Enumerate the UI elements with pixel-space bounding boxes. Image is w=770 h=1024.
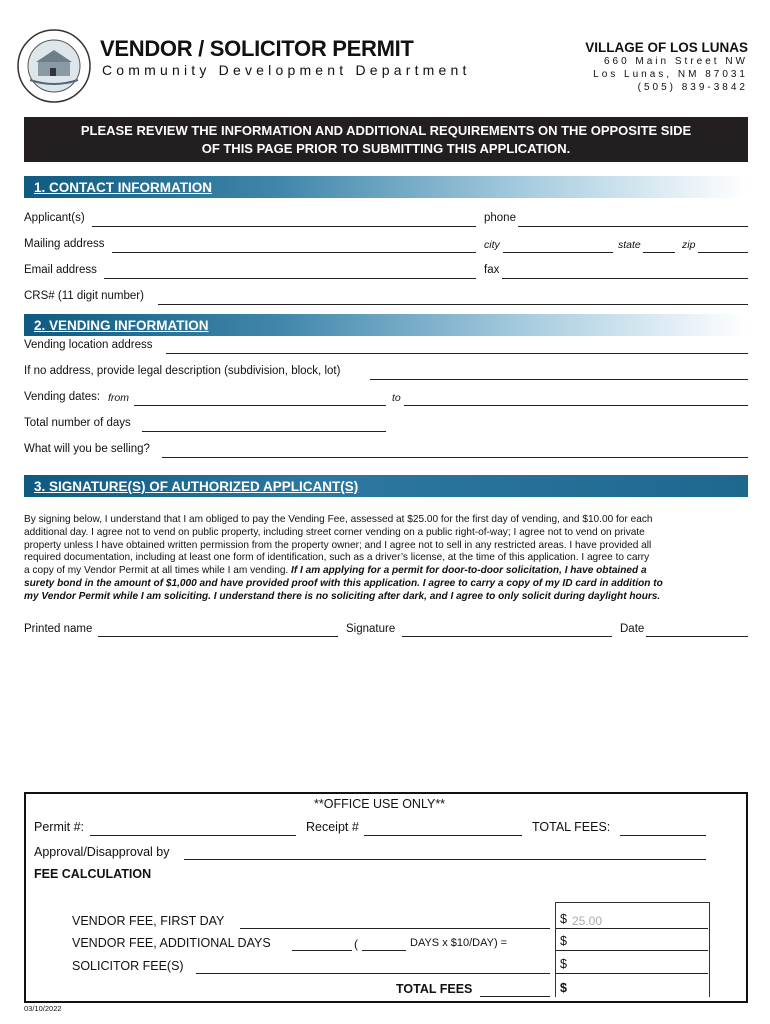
selling-field[interactable] <box>162 457 748 458</box>
form-title: VENDOR / SOLICITOR PERMIT <box>100 36 414 61</box>
email-label: Email address <box>24 264 97 276</box>
notice-line-2: OF THIS PAGE PRIOR TO SUBMITTING THIS APPLICATION. <box>201 141 571 156</box>
org-phone: (505) 839-3842 <box>637 82 748 93</box>
crs-field[interactable] <box>158 304 748 305</box>
from-label: from <box>108 392 129 404</box>
agreement-line: By signing below, I understand that I am obliged to pay the Vending Fee, assessed at $25.00 for the first day of vending, and $10.00 for each <box>24 514 653 525</box>
location-field[interactable] <box>166 353 748 354</box>
to-label: to <box>392 392 401 404</box>
first-day-amount: 25.00 <box>572 914 603 928</box>
agreement-line <box>24 578 754 591</box>
agreement-text: a copy of my Vendor Permit at all times while I am vending. <box>24 565 292 577</box>
days-rate-text: DAYS x $10/DAY) = <box>410 937 508 949</box>
agreement-emphasis: If I am applying for a permit for door-to-door solicitation, I have obtained a <box>291 565 647 577</box>
total-fees-bottom-line <box>480 996 550 997</box>
agreement-paragraph <box>24 514 754 604</box>
state-label: state <box>618 239 641 251</box>
city-label: city <box>484 239 500 251</box>
applicants-label: Applicant(s) <box>24 212 85 224</box>
zip-label: zip <box>682 239 696 251</box>
additional-days-line[interactable] <box>292 950 352 951</box>
notice-banner <box>24 117 748 162</box>
date-field[interactable] <box>646 636 748 637</box>
fax-label: fax <box>484 264 500 276</box>
section-contact-header <box>24 176 748 198</box>
signature-field[interactable] <box>402 636 612 637</box>
printed-name-field[interactable] <box>98 636 338 637</box>
legal-label: If no address, provide legal description (subdivision, block, lot) <box>24 365 341 377</box>
solicitor-fee-label: SOLICITOR FEE(S) <box>72 959 184 973</box>
section-vending-title: 2. VENDING INFORMATION <box>34 318 209 333</box>
section-contact-title: 1. CONTACT INFORMATION <box>34 180 212 195</box>
approval-label: Approval/Disapproval by <box>34 845 170 859</box>
additional-amount-line[interactable] <box>556 950 708 951</box>
org-address-2: Los Lunas, NM 87031 <box>593 69 748 80</box>
to-field[interactable] <box>404 405 748 406</box>
agreement-emphasis: my Vendor Permit while I am soliciting. I understand there is no soliciting after dark, and I agree to only solicit during daylight hours. <box>24 590 661 602</box>
days-label: Total number of days <box>24 417 131 429</box>
receipt-label: Receipt # <box>306 820 359 834</box>
email-field[interactable] <box>104 278 476 279</box>
vendor-additional-label: VENDOR FEE, ADDITIONAL DAYS <box>72 936 271 950</box>
org-name: VILLAGE OF LOS LUNAS <box>585 40 748 55</box>
dates-label: Vending dates: <box>24 391 101 403</box>
first-day-amount-line <box>556 928 708 929</box>
total-fees-field[interactable] <box>620 835 706 836</box>
dollar-sign: $ <box>560 981 567 995</box>
total-fees-label: TOTAL FEES: <box>532 820 611 834</box>
agreement-line: property unless I have obtained written permission from the property owner; and I agree not to sell in any restricted areas. I have provided all <box>24 539 652 551</box>
section-signature-header <box>24 475 748 497</box>
agreement-emphasis: surety bond in the amount of $1,000 and have provided proof with this application. I agree to carry a copy of my ID card in addition to <box>24 577 663 589</box>
vendor-first-day-line <box>240 928 550 929</box>
dollar-sign: $ <box>560 957 567 971</box>
section-vending-header <box>24 314 748 336</box>
paren-open: ( <box>354 937 358 951</box>
applicants-field[interactable] <box>92 226 476 227</box>
village-seal-graphic <box>16 28 92 104</box>
dollar-sign: $ <box>560 912 567 926</box>
revision-date: 03/10/2022 <box>24 1004 62 1013</box>
legal-field[interactable] <box>370 379 748 380</box>
section-signature-title: 3. SIGNATURE(S) OF AUTHORIZED APPLICANT(S) <box>34 479 359 494</box>
permit-label: Permit #: <box>34 820 85 834</box>
city-field[interactable] <box>503 252 613 253</box>
org-address-1: 660 Main Street NW <box>603 56 748 67</box>
state-field[interactable] <box>643 252 675 253</box>
agreement-line <box>24 591 754 604</box>
receipt-field[interactable] <box>364 835 522 836</box>
agreement-line <box>24 565 754 578</box>
printed-name-label: Printed name <box>24 623 93 635</box>
mailing-label: Mailing address <box>24 238 105 250</box>
phone-field[interactable] <box>518 226 748 227</box>
agreement-line: additional day. I agree not to vend on public property, including street corner vending on a public right-of-way; I agree not to vend on private <box>24 526 645 538</box>
additional-days-count-field[interactable] <box>362 950 406 951</box>
signature-label: Signature <box>346 623 396 635</box>
fee-calculation-heading: FEE CALCULATION <box>34 867 152 881</box>
dollar-sign: $ <box>560 934 567 948</box>
phone-label: phone <box>484 212 516 224</box>
vendor-first-day-label: VENDOR FEE, FIRST DAY <box>72 914 225 928</box>
selling-label: What will you be selling? <box>24 443 150 455</box>
solicitor-fee-line <box>196 973 550 974</box>
crs-label: CRS# (11 digit number) <box>24 290 144 302</box>
days-field[interactable] <box>142 431 386 432</box>
date-label: Date <box>620 623 645 635</box>
from-field[interactable] <box>134 405 386 406</box>
mailing-field[interactable] <box>112 252 476 253</box>
department-name: Community Development Department <box>102 62 471 78</box>
agreement-line: required documentation, including at least one form of identification, such as a driver’s license, at the time of this application. I agree to carry <box>24 552 650 564</box>
village-seal <box>16 28 92 104</box>
fax-field[interactable] <box>502 278 748 279</box>
approval-field[interactable] <box>184 859 706 860</box>
location-label: Vending location address <box>24 339 153 351</box>
notice-line-1: PLEASE REVIEW THE INFORMATION AND ADDITIONAL REQUIREMENTS ON THE OPPOSITE SIDE <box>80 123 692 138</box>
zip-field[interactable] <box>698 252 748 253</box>
office-use-heading: **OFFICE USE ONLY** <box>314 797 446 811</box>
solicitor-amount-line[interactable] <box>556 973 708 974</box>
total-fees-bottom-label: TOTAL FEES <box>396 982 473 996</box>
permit-field[interactable] <box>90 835 296 836</box>
